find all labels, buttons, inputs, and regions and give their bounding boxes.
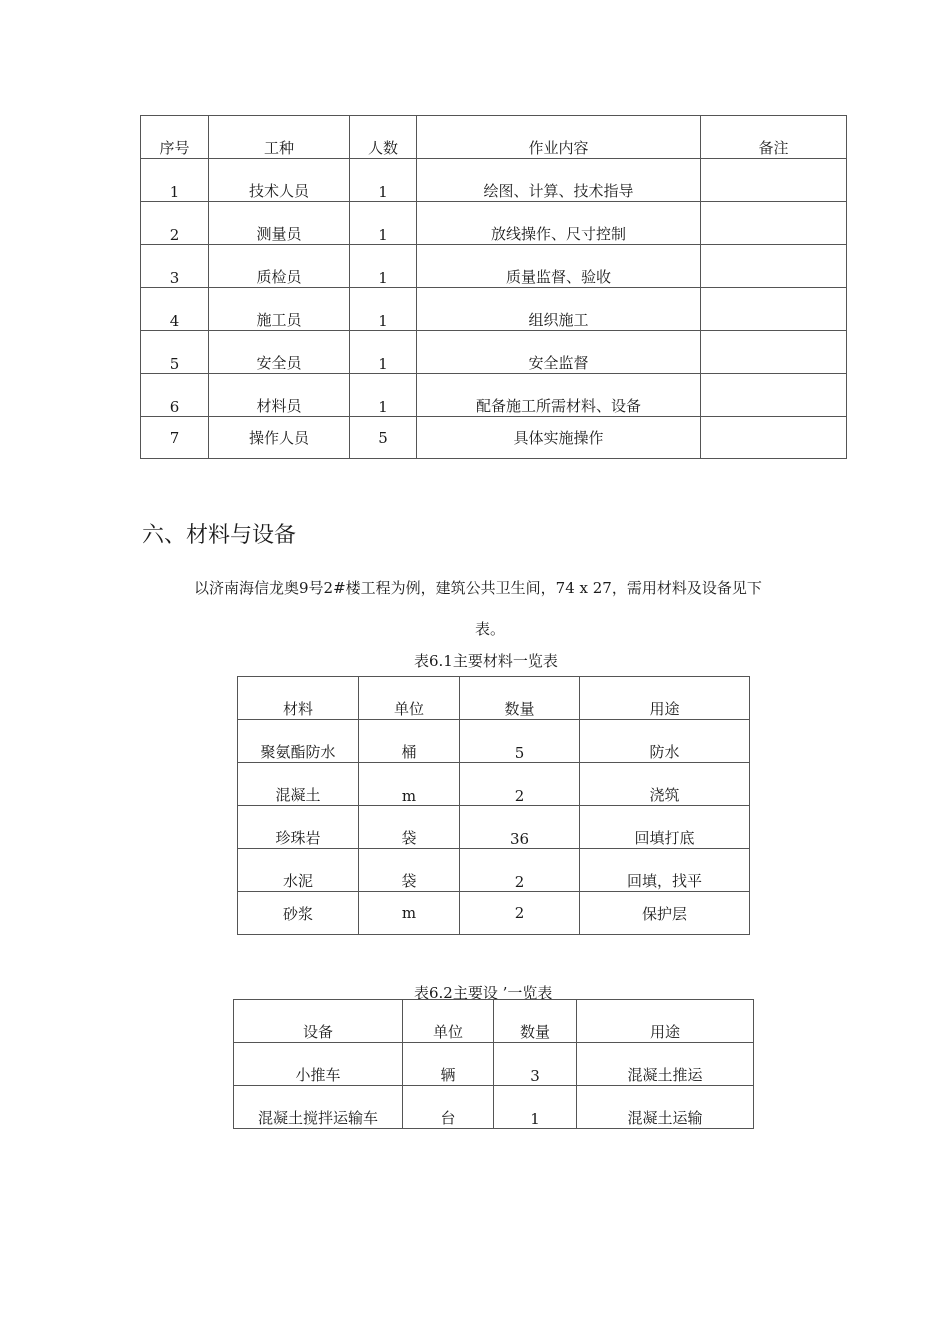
table-cell: 小推车 [234,1043,403,1086]
table-cell: 回填，找平 [580,849,750,892]
table-cell: m [359,763,460,806]
table-cell: 绘图、计算、技术指导 [417,159,701,202]
table-cell: 浇筑 [580,763,750,806]
header-cell: 备注 [701,116,847,159]
table-cell: 1 [350,245,417,288]
table-cell: 组织施工 [417,288,701,331]
table-cell: 1 [141,159,209,202]
table-cell: 技术人员 [209,159,350,202]
table-cell: 5 [460,720,580,763]
table-cell: 质检员 [209,245,350,288]
table-cell: 配备施工所需材料、设备 [417,374,701,417]
table-cell: 36 [460,806,580,849]
header-cell: 单位 [359,677,460,720]
table-row [141,374,847,417]
table-cell: m [359,892,460,935]
table-cell [701,417,847,459]
equipment-table-caption: 表6.2主要设 ’一览表 [414,984,553,1002]
table-header-row [238,677,750,720]
table-row [141,288,847,331]
table-cell: 台 [403,1086,494,1129]
table-cell: 回填打底 [580,806,750,849]
table-row [234,1043,754,1086]
intro-paragraph: 以济南海信龙奥9号2#楼工程为例，建筑公共卫生间，74 x 27，需用材料及设备见下 [194,579,762,597]
table-cell: 质量监督、验收 [417,245,701,288]
table-cell: 聚氨酯防水 [238,720,359,763]
table-cell: 3 [494,1043,577,1086]
material-table-caption: 表6.1主要材料一览表 [414,652,558,670]
table-cell: 操作人员 [209,417,350,459]
table-cell: 放线操作、尺寸控制 [417,202,701,245]
table-cell: 1 [350,159,417,202]
header-cell: 序号 [141,116,209,159]
staff-table [140,115,847,459]
table-cell: 混凝土推运 [577,1043,754,1086]
table-header-row [234,1000,754,1043]
header-cell: 数量 [460,677,580,720]
material-table [237,676,750,935]
table-cell: 水泥 [238,849,359,892]
table-cell: 材料员 [209,374,350,417]
table-cell [701,331,847,374]
table-cell: 1 [350,331,417,374]
table-cell: 混凝土搅拌运输车 [234,1086,403,1129]
table-cell [701,288,847,331]
table-cell: 1 [350,374,417,417]
table-cell: 混凝土运输 [577,1086,754,1129]
header-cell: 工种 [209,116,350,159]
table-row [141,245,847,288]
table-row [141,417,847,459]
table-cell: 测量员 [209,202,350,245]
table-cell: 1 [350,202,417,245]
header-cell: 单位 [403,1000,494,1043]
table-cell: 1 [350,288,417,331]
table-cell: 7 [141,417,209,459]
table-cell [701,245,847,288]
table-cell: 安全监督 [417,331,701,374]
table-row [141,159,847,202]
table-cell: 安全员 [209,331,350,374]
header-cell: 人数 [350,116,417,159]
table-cell: 桶 [359,720,460,763]
table-cell: 1 [494,1086,577,1129]
table-row [238,720,750,763]
header-cell: 设备 [234,1000,403,1043]
table-cell: 3 [141,245,209,288]
table-row [141,202,847,245]
table-cell: 保护层 [580,892,750,935]
table-cell: 5 [350,417,417,459]
header-cell: 材料 [238,677,359,720]
table-cell: 施工员 [209,288,350,331]
table-row [238,806,750,849]
table-row [234,1086,754,1129]
table-cell: 辆 [403,1043,494,1086]
table-cell: 5 [141,331,209,374]
intro-paragraph-continuation: 表。 [475,620,506,638]
header-cell: 用途 [580,677,750,720]
table-cell [701,374,847,417]
table-cell: 6 [141,374,209,417]
equipment-table [233,999,754,1129]
section-heading: 六、材料与设备 [142,523,297,548]
table-header-row [141,116,847,159]
table-cell: 2 [460,849,580,892]
header-cell: 数量 [494,1000,577,1043]
table-cell: 具体实施操作 [417,417,701,459]
header-cell: 用途 [577,1000,754,1043]
table-cell: 砂浆 [238,892,359,935]
table-cell: 混凝土 [238,763,359,806]
header-cell: 作业内容 [417,116,701,159]
table-row [238,892,750,935]
table-cell: 防水 [580,720,750,763]
table-row [238,849,750,892]
table-row [141,331,847,374]
table-cell: 2 [460,763,580,806]
table-cell: 2 [460,892,580,935]
table-cell [701,202,847,245]
table-cell [701,159,847,202]
table-cell: 2 [141,202,209,245]
table-cell: 珍珠岩 [238,806,359,849]
table-cell: 4 [141,288,209,331]
table-row [238,763,750,806]
table-cell: 袋 [359,849,460,892]
table-cell: 袋 [359,806,460,849]
